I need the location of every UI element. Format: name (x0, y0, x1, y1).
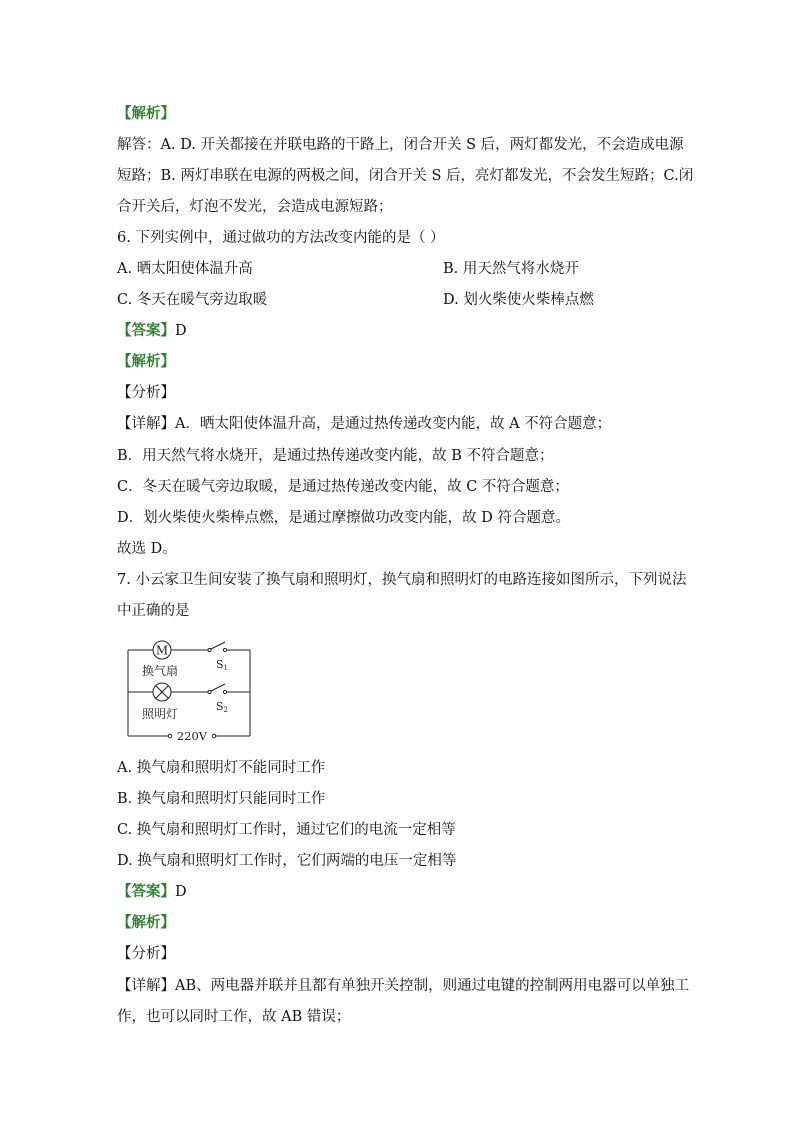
q6-fenxi-tag: 【分析】 (117, 385, 175, 401)
q7-option-b: B. 换气扇和照明灯只能同时工作 (117, 791, 326, 807)
q6-detail-line-1 (117, 414, 611, 434)
lamp-label: 照明灯 (142, 707, 179, 721)
q6-option-c: C. 冬天在暖气旁边取暖 (117, 292, 268, 308)
motor-label: M (155, 643, 169, 658)
q7-detail-text-1: AB、两电器并联并且都有单独开关控制，则通过电键的控制两用电器可以单独工 (175, 978, 690, 994)
q5-analysis-line-1: 解答：A. D. 开关都接在并联电路的干路上，闭合开关 S 后，两灯都发光，不会造成电源 (117, 137, 684, 153)
voltage-label: 220V (176, 729, 208, 743)
q6-analysis-tag: 【解析】 (117, 353, 175, 370)
q6-conclusion: 故选 D。 (117, 541, 177, 557)
q6-option-a: A. 晒太阳使体温升高 (117, 261, 253, 277)
q6-option-b: B. 用天然气将水烧开 (443, 261, 579, 277)
fan-label: 换气扇 (142, 664, 179, 678)
q5-analysis-tag: 【解析】 (117, 105, 175, 122)
switch-1-label: S1 (216, 658, 229, 672)
q7-detail-tag: 【详解】 (117, 978, 175, 994)
q7-stem-line-1: 7. 小云家卫生间安装了换气扇和照明灯，换气扇和照明灯的电路连接如图所示，下列说法 (117, 572, 687, 588)
switch-1-symbol (208, 642, 227, 652)
q6-detail-line-3: C．冬天在暖气旁边取暖，是通过热传递改变内能，故 C 不符合题意； (117, 479, 569, 495)
q6-answer-tag: 【答案】 (117, 322, 175, 339)
q6-answer-line (117, 321, 187, 341)
switch-2-label: S2 (216, 700, 229, 714)
q7-answer: D (175, 884, 187, 900)
q7-stem-line-2: 中正确的是 (117, 603, 190, 619)
q7-detail-line-1 (117, 976, 689, 996)
q5-analysis-line-2: 短路；B. 两灯串联在电源的两极之间，闭合开关 S 后，亮灯都发光，不会发生短路；C.闭 (117, 168, 694, 184)
lamp-symbol (153, 683, 171, 701)
q7-detail-line-2: 作，也可以同时工作，故 AB 错误； (117, 1009, 351, 1025)
q6-option-d: D. 划火柴使火柴棒点燃 (443, 292, 594, 308)
q7-option-a: A. 换气扇和照明灯不能同时工作 (117, 760, 326, 776)
q7-fenxi-tag: 【分析】 (117, 946, 175, 962)
q5-analysis-line-3: 合开关后，灯泡不发光，会造成电源短路； (117, 199, 393, 215)
q7-option-c: C. 换气扇和照明灯工作时，通过它们的电流一定相等 (117, 822, 456, 838)
q6-stem: 6. 下列实例中，通过做功的方法改变内能的是（ ） (117, 230, 445, 246)
q6-detail-line-4: D．划火柴使火柴棒点燃，是通过摩擦做功改变内能，故 D 符合题意。 (117, 510, 570, 526)
q7-option-d: D. 换气扇和照明灯工作时，它们两端的电压一定相等 (117, 853, 457, 869)
q6-detail-line-2: B．用天然气将水烧开，是通过热传递改变内能，故 B 不符合题意； (117, 448, 554, 464)
q6-detail-text-a: A．晒太阳使体温升高，是通过热传递改变内能，故 A 不符合题意； (175, 416, 612, 432)
q7-analysis-tag: 【解析】 (117, 914, 175, 931)
circuit-diagram (118, 630, 258, 745)
q7-answer-tag: 【答案】 (117, 883, 175, 900)
motor-symbol (153, 641, 171, 659)
q7-answer-line (117, 882, 187, 902)
q6-answer: D (175, 323, 187, 339)
q6-detail-tag: 【详解】 (117, 416, 175, 432)
switch-2-symbol (208, 684, 227, 694)
